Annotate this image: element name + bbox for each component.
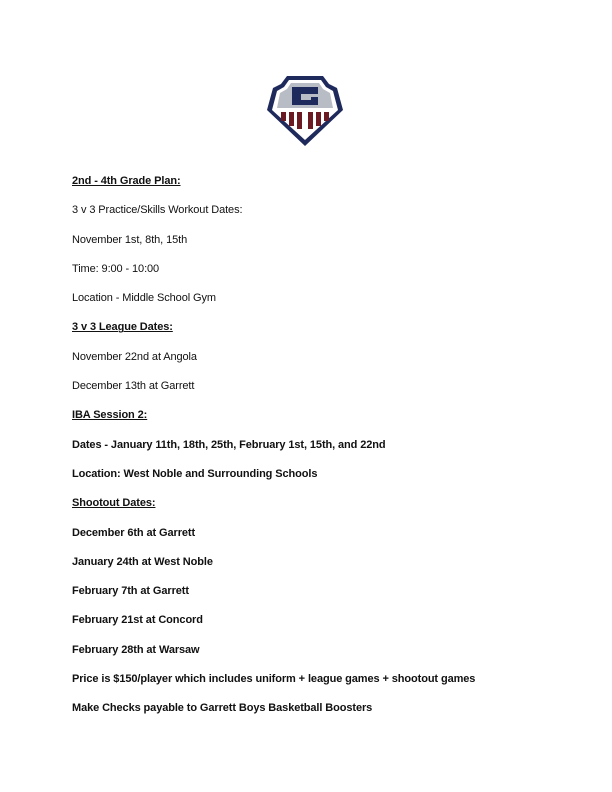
section-heading: 2nd - 4th Grade Plan: bbox=[72, 175, 181, 187]
section-heading: 3 v 3 League Dates: bbox=[72, 321, 173, 334]
text-line: Time: 9:00 - 10:00 bbox=[72, 262, 160, 275]
text-line: December 13th at Garrett bbox=[72, 380, 195, 393]
text-line: Make Checks payable to Garrett Boys Basketball Boosters bbox=[72, 702, 373, 715]
text-line: Dates - January 11th, 18th, 25th, February 1st, 15th, and 22nd bbox=[72, 438, 386, 451]
team-logo bbox=[265, 70, 345, 150]
text-line: November 22nd at Angola bbox=[72, 350, 197, 363]
text-line: February 7th at Garrett bbox=[72, 585, 189, 598]
text-line: February 21st at Concord bbox=[72, 614, 203, 627]
text-line: February 28th at Warsaw bbox=[72, 643, 200, 656]
text-line: November 1st, 8th, 15th bbox=[72, 233, 188, 246]
text-line: Location - Middle School Gym bbox=[72, 292, 216, 305]
text-line: December 6th at Garrett bbox=[72, 526, 196, 539]
text-line: Location: West Noble and Surrounding Schools bbox=[72, 467, 318, 480]
text-line: Price is $150/player which includes uniform + league games + shootout games bbox=[72, 673, 476, 686]
text-line: January 24th at West Noble bbox=[72, 555, 213, 568]
section-heading: Shootout Dates: bbox=[72, 497, 156, 510]
text-line: 3 v 3 Practice/Skills Workout Dates: bbox=[72, 204, 243, 217]
section-heading: IBA Session 2: bbox=[72, 409, 148, 422]
document-body bbox=[72, 174, 475, 731]
